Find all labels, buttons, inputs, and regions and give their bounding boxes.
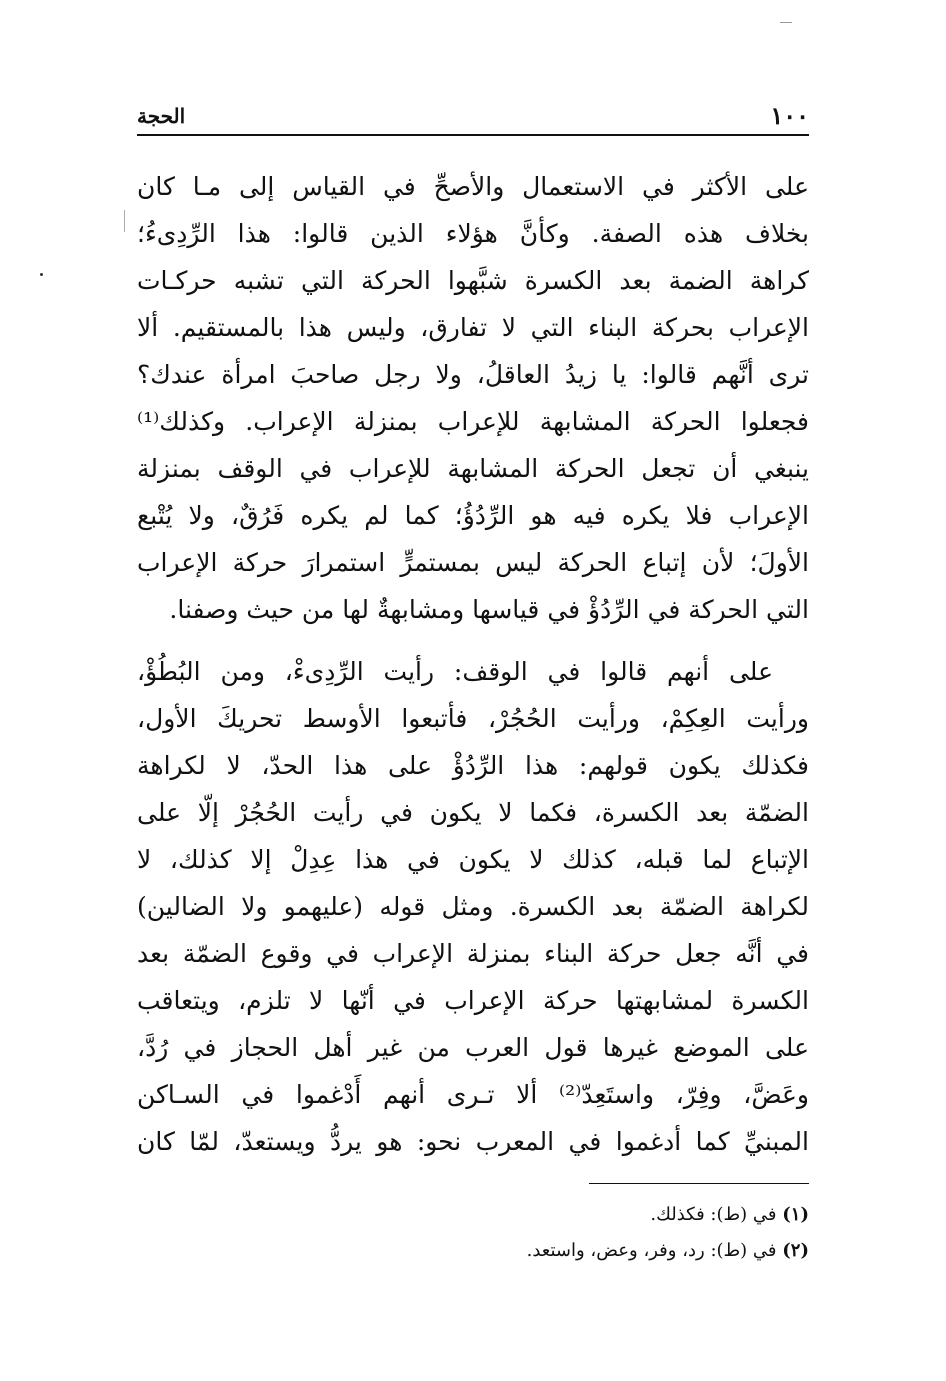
paragraph-2 xyxy=(137,648,809,1165)
text-line: على أنهم قالوا في الوقف: رأيت الرِّدِىءْ، ومن البُطُؤْ، xyxy=(137,657,773,686)
scan-speck xyxy=(40,273,43,276)
margin-mark xyxy=(124,210,125,232)
text-line: ترى أنَّهم قالوا: يا زيدُ العاقلُ، ولا رجل صاحبَ امرأة عندك؟ xyxy=(137,360,809,389)
text-line: الإعراب بحركة البناء التي لا تفارق، وليس هذا بالمستقيم. ألا xyxy=(137,313,809,342)
paragraph-1 xyxy=(137,163,809,633)
footnote-mark: (٢) xyxy=(782,1240,809,1261)
text-line: وعَضَّ، وفِرّ، واستَعِدّ⁽²⁾ ألا تـرى أنهم أَدْغموا في السـاكن xyxy=(137,1080,809,1109)
footnote-text: في (ط): فكذلك. xyxy=(650,1204,777,1225)
paragraph-spacer xyxy=(137,633,809,648)
text-line: الكسرة لمشابهتها حركة الإعراب في أنّها لا تلزم، ويتعاقب xyxy=(137,986,809,1015)
text-line: الأولَ؛ لأن إتباع الحركة ليس بمستمرٍّ استمرارَ حركة الإعراب xyxy=(137,548,809,577)
text-line: فكذلك يكون قولهم: هذا الرِّدُؤْ على هذا الحدّ، لا لكراهة xyxy=(137,751,809,780)
text-line: ينبغي أن تجعل الحركة المشابهة للإعراب في الوقف بمنزلة xyxy=(137,454,809,483)
text-line: بخلاف هذه الصفة. وكأنَّ هؤلاء الذين قالوا: هذا الرِّدِىءُ؛ xyxy=(137,219,809,248)
footnotes xyxy=(137,1197,809,1269)
text-line: الإتباع لما قبله، كذلك لا يكون في هذا عِدِلْ إلا كذلك، لا xyxy=(137,845,809,874)
text-line: ورأيت العِكِمْ، ورأيت الحُجُرْ، فأتبعوا الأوسط تحريكَ الأول، xyxy=(137,704,809,733)
text-line: الإعراب فلا يكره فيه هو الرِّدُؤُ؛ كما لم يكره فَرُقٌ، ولا يُتْبع xyxy=(137,501,809,530)
text-line: في أنَّه جعل حركة البناء بمنزلة الإعراب في وقوع الضمّة بعد xyxy=(137,939,809,968)
text-line: لكراهة الضمّة بعد الكسرة. ومثل قوله (عليهمو ولا الضالين) xyxy=(137,892,809,921)
text-line: على الموضع غيرها قول العرب من غير أهل الحجاز في رُدَّ، xyxy=(137,1033,809,1062)
text-line: التي الحركة في الرِّدُؤْ في قياسها ومشابهةٌ لها من حيث وصفنا. xyxy=(169,595,809,624)
text-line: المبنيِّ كما أدغموا في المعرب نحو: هو يردُّ ويستعدّ، لمّا كان xyxy=(137,1127,809,1156)
footnote-mark: (١) xyxy=(782,1204,809,1225)
text-line: على الأكثر في الاستعمال والأصحِّ في القياس إلى مـا كان xyxy=(137,172,809,201)
main-text xyxy=(137,163,809,1165)
header-rule xyxy=(137,134,809,136)
footnote-2 xyxy=(137,1233,809,1269)
text-line: الضمّة بعد الكسرة، فكما لا يكون في رأيت الحُجُرْ إلّا على xyxy=(137,798,809,827)
footnote-1 xyxy=(137,1197,809,1233)
footnote-text: في (ط): رد، وفر، وعض، واستعد. xyxy=(526,1240,777,1261)
page-header xyxy=(137,100,809,132)
footnote-rule xyxy=(589,1183,809,1184)
running-title: الحجة xyxy=(137,104,186,128)
text-line: فجعلوا الحركة المشابهة للإعراب بمنزلة الإعراب. وكذلك⁽¹⁾ xyxy=(137,407,809,436)
text-line: كراهة الضمة بعد الكسرة شبَّهوا الحركة التي تشبه حركـات xyxy=(137,266,809,295)
corner-scan-mark xyxy=(780,22,792,23)
page-number: ١٠٠ xyxy=(770,101,809,130)
